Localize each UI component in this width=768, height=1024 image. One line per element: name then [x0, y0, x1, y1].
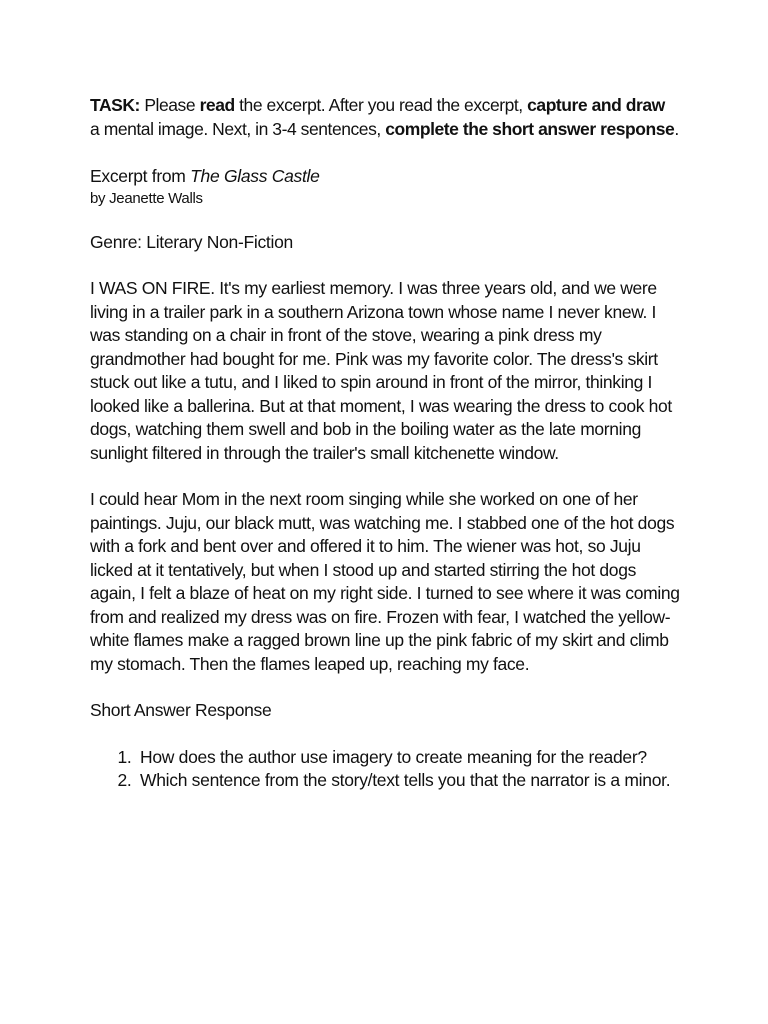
short-answer-heading: Short Answer Response: [90, 700, 272, 720]
genre-line: Genre: Literary Non-Fiction: [90, 231, 293, 252]
excerpt-prefix: Excerpt from: [90, 166, 191, 186]
paragraph-2-line-3: with a fork and bent over and offered it to him. The wiener was hot, so Juju: [90, 536, 641, 556]
author-byline: by Jeanette Walls: [90, 189, 203, 207]
excerpt-paragraph-1: [90, 277, 690, 465]
paragraph-1-line-8: sunlight filtered in through the trailer's small kitchenette window.: [90, 442, 559, 463]
task-text-3: a mental image. Next, in 3-4 sentences,: [90, 118, 386, 139]
paragraph-2-line-5: again, I felt a blaze of heat on my right side. I turned to see where it was coming: [90, 583, 680, 603]
book-title: The Glass Castle: [190, 166, 320, 186]
paragraph-1-line-5: stuck out like a tutu, and I liked to spin around in front of the mirror, thinking I: [90, 372, 653, 392]
question-item: 1. How does the author use imagery to create meaning for the reader?: [136, 746, 690, 770]
paragraph-1-line-7: dogs, watching them swell and bob in the boiling water as the late morning: [90, 419, 641, 439]
task-text-4: .: [674, 118, 679, 139]
excerpt-paragraph-2: [90, 488, 690, 676]
document-page: [90, 94, 690, 793]
task-capture-emphasis: capture and draw: [527, 95, 665, 115]
paragraph-1-line-4: grandmother had bought for me. Pink was my favorite color. The dress's skirt: [90, 348, 658, 369]
excerpt-heading: [90, 165, 690, 189]
task-text-1: Please: [139, 95, 200, 115]
paragraph-2-line-6: from and realized my dress was on fire. Frozen with fear, I watched the yellow-: [90, 606, 671, 627]
paragraph-2-line-1: I could hear Mom in the next room singing while she worked on one of her: [90, 489, 638, 509]
paragraph-1-line-3: was standing on a chair in front of the stove, wearing a pink dress my: [90, 325, 602, 345]
paragraph-2-line-8: my stomach. Then the flames leaped up, reaching my face.: [90, 653, 530, 674]
paragraph-2-line-2: paintings. Juju, our black mutt, was watching me. I stabbed one of the hot dogs: [90, 512, 675, 533]
paragraph-2-line-7: white flames make a ragged brown line up the pink fabric of my skirt and climb: [90, 630, 669, 650]
task-complete-emphasis: complete the short answer response: [385, 118, 675, 139]
task-instructions: [90, 94, 690, 141]
paragraph-1-line-6: looked like a ballerina. But at that moment, I was wearing the dress to cook hot: [90, 395, 672, 416]
paragraph-1-lead: I WAS ON FIRE: [90, 278, 211, 298]
paragraph-2-line-4: licked at it tentatively, but when I stood up and started stirring the hot dogs: [90, 559, 636, 580]
task-text-2: the excerpt. After you read the excerpt,: [234, 95, 528, 115]
question-list: [90, 746, 690, 793]
task-read-emphasis: read: [199, 95, 235, 115]
paragraph-1-line-2: living in a trailer park in a southern Arizona town whose name I never knew. I: [90, 301, 657, 322]
paragraph-1-line-1: [90, 277, 690, 301]
paragraph-1-line-1-text: . It's my earliest memory. I was three years old, and we were: [210, 278, 657, 298]
task-label: TASK:: [90, 95, 140, 115]
question-item: 2. Which sentence from the story/text tells you that the narrator is a minor.: [136, 769, 690, 793]
